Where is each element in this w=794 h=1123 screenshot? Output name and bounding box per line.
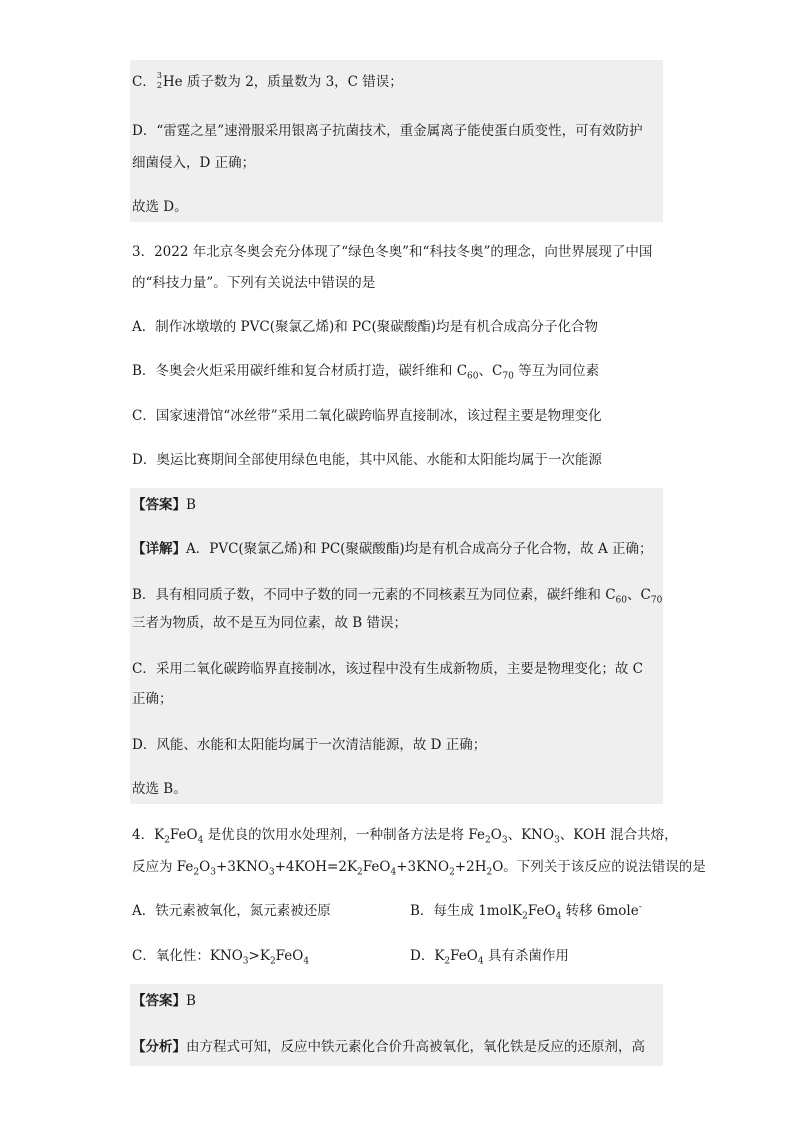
q3-detail-b: B．具有相同质子数，不同中子数的同一元素的不同核素互为同位素，碳纤维和 $C_{60}$、$C_{70}$ [132,587,663,606]
q3-detail-c-cont: 正确； [132,691,173,707]
q3-answer: 【答案】B [132,497,196,513]
q3-detail-c: C．采用二氧化碳跨临界直接制冰，该过程中没有生成新物质，主要是物理变化；故 C [132,661,643,677]
q3-detail-d: D．风能、水能和太阳能均属于一次清洁能源，故 D 正确； [132,737,487,753]
q2-option-c-explanation: C． 3 2 He 质子数为 2，质量数为 3，C 错误； [132,71,403,90]
q4-option-d: D．$K_2FeO_4$ 具有杀菌作用 [410,948,569,967]
q4-option-b: B．每生成 1molK$_2$FeO$_4$ 转移 6mole- [410,902,642,922]
q4-analysis: 【分析】由方程式可知，反应中铁元素化合价升高被氧化，氧化铁是反应的还原剂，高 [132,1039,645,1055]
q4-stem-equation: 反应为 $Fe_2O_3+3KNO_3+4KOH=2K_2FeO_4+3KNO_2+2H_2O$。下列关于该反应的说法错误的是 [132,859,706,878]
q2-option-d-explanation: D．“雷霆之星”速滑服采用银离子抗菌技术，重金属离子能使蛋白质变性，可有效防护 [132,123,643,139]
q3-option-c: C．国家速滑馆“冰丝带”采用二氧化碳跨临界直接制冰，该过程主要是物理变化 [132,408,602,424]
q2-option-d-explanation-cont: 细菌侵入，D 正确； [132,155,256,171]
q4-option-c: C．氧化性：$KNO_3>K_2FeO_4$ [132,948,310,967]
q4-options-row-2 [132,946,662,966]
q3-option-a: A．制作冰墩墩的 PVC(聚氯乙烯)和 PC(聚碳酸酯)均是有机合成高分子化合物 [132,319,598,335]
q3-stem-cont: 的“科技力量”。下列有关说法中错误的是 [132,275,376,291]
q3-detail-a: 【详解】A．PVC(聚氯乙烯)和 PC(聚碳酸酯)均是有机合成高分子化合物，故 A 正确； [132,541,653,557]
q4-answer: 【答案】B [132,993,196,1009]
helium-isotope-notation: 3 2 [156,71,162,90]
q3-option-d: D．奥运比赛期间全部使用绿色电能，其中风能、水能和太阳能均属于一次能源 [132,452,602,468]
q3-stem: 3．2022 年北京冬奥会充分体现了“绿色冬奥”和“科技冬奥”的理念，向世界展现了中国 [132,244,653,260]
q3-detail-b-cont: 三者为物质，故不是互为同位素，故 B 错误； [132,615,408,631]
q3-answer-shade [130,488,663,804]
q2-conclusion: 故选 D。 [132,199,188,215]
q3-conclusion: 故选 B。 [132,781,187,797]
q3-option-b: B．冬奥会火炬采用碳纤维和复合材质打造，碳纤维和 $C_{60}$、$C_{70}$ 等互为同位素 [132,363,600,382]
q4-options-row-1 [132,901,662,921]
q4-option-a: A．铁元素被氧化，氮元素被还原 [132,903,331,919]
q4-stem: 4．$K_2FeO_4$ 是优良的饮用水处理剂，一种制备方法是将 $Fe_2O_3$、$KNO_3$、KOH 混合共熔， [132,827,678,846]
